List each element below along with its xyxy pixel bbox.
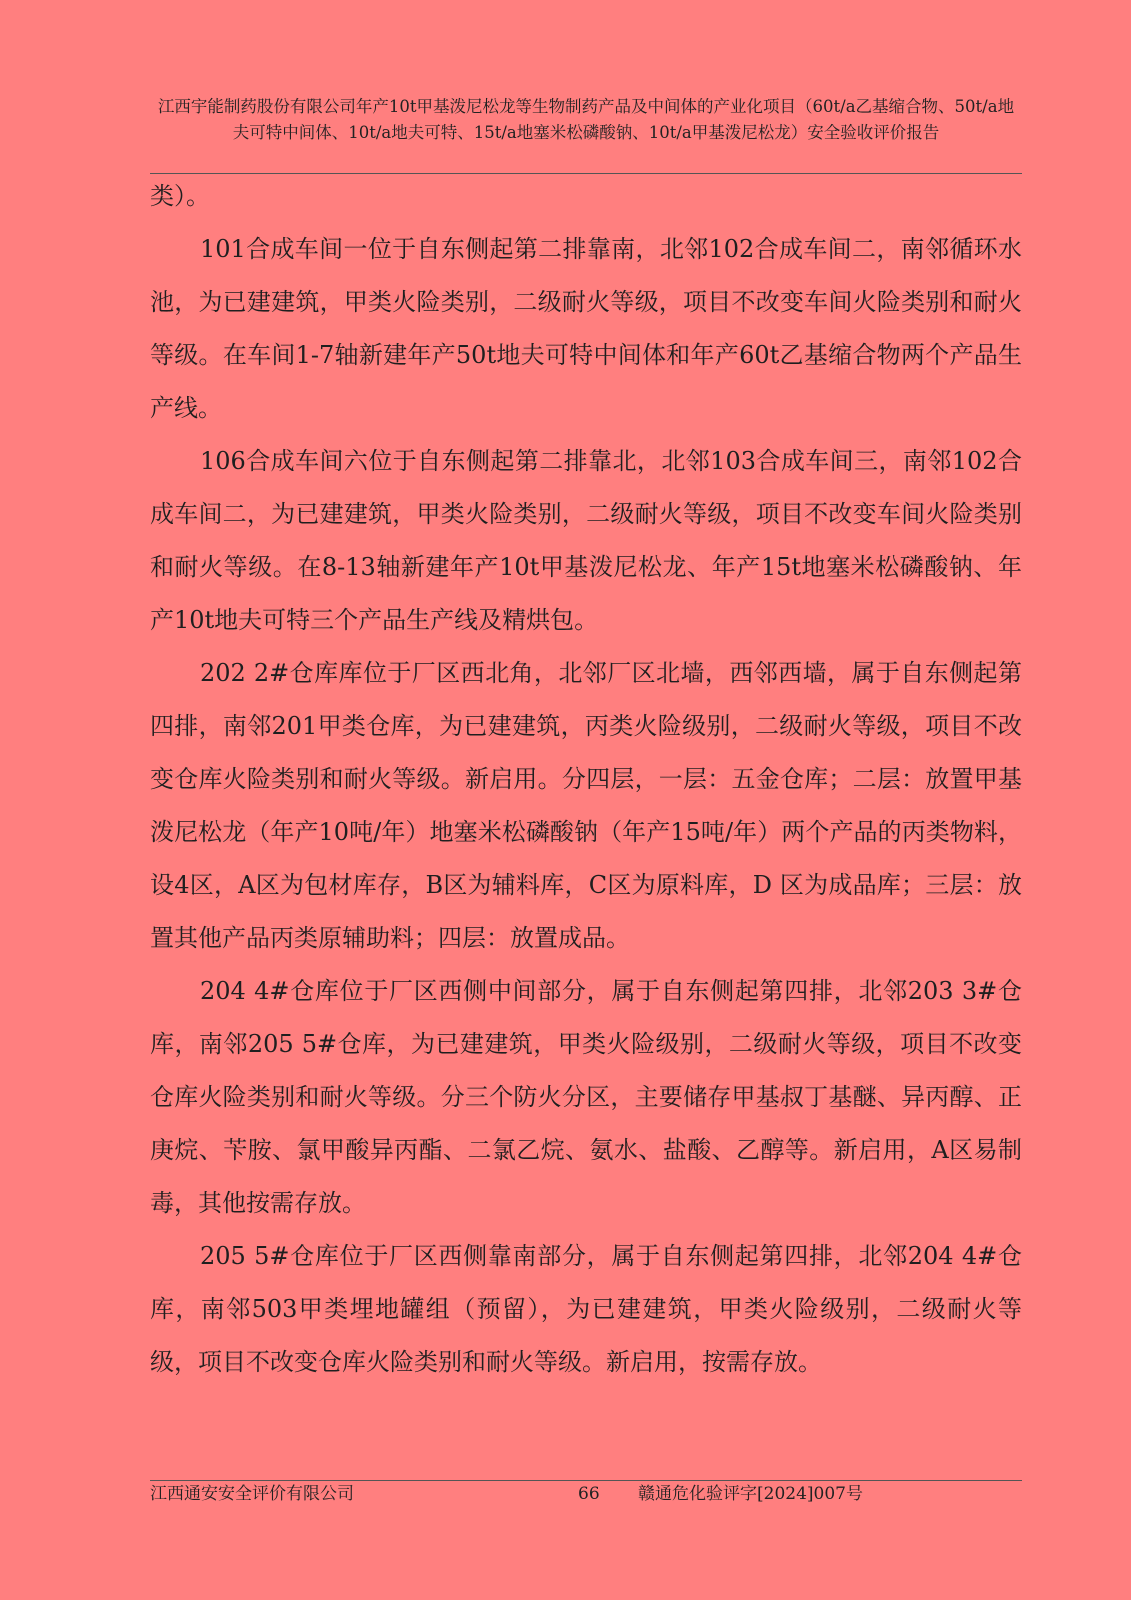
- paragraph-continuation: 类）。: [150, 182, 210, 210]
- running-header: [150, 94, 1022, 146]
- paragraph-warehouse-205: 205 5#仓库位于厂区西侧靠南部分，属于自东侧起第四排，北邻204 4#仓库，南邻503甲类埋地罐组（预留），为已建建筑，甲类火险级别，二级耐火等级，项目不改变仓库火险类别和耐火等级。新启用，按需存放。: [150, 1242, 1022, 1376]
- paragraph-workshop-101: 101合成车间一位于自东侧起第二排靠南，北邻102合成车间二，南邻循环水池，为已建建筑，甲类火险类别，二级耐火等级，项目不改变车间火险类别和耐火等级。在车间1-7轴新建年产50t地夫可特中间体和年产60t乙基缩合物两个产品生产线。: [150, 235, 1022, 422]
- page-number: 66: [578, 1484, 600, 1504]
- document-number: 赣通危化验评字[2024]007号: [638, 1484, 863, 1504]
- paragraph-warehouse-204: 204 4#仓库位于厂区西侧中间部分，属于自东侧起第四排，北邻203 3#仓库，南邻205 5#仓库，为已建建筑，甲类火险级别，二级耐火等级，项目不改变仓库火险类别和耐火等级。分三个防火分区，主要储存甲基叔丁基醚、异丙醇、正庚烷、苄胺、氯甲酸异丙酯、二氯乙烷、氨水、盐酸、乙醇等。新启用，A区易制毒，其他按需存放。: [150, 977, 1022, 1217]
- footer-company: 江西通安安全评价有限公司: [150, 1484, 354, 1504]
- paragraph-warehouse-202: 202 2#仓库库位于厂区西北角，北邻厂区北墙，西邻西墙，属于自东侧起第四排，南邻201甲类仓库，为已建建筑，丙类火险级别，二级耐火等级，项目不改变仓库火险类别和耐火等级。新启用。分四层，一层：五金仓库；二层：放置甲基泼尼松龙（年产10吨/年）地塞米松磷酸钠（年产15吨/年）两个产品的丙类物料，设4区，A区为包材库存，B区为辅料库，C区为原料库，D 区为成品库；三层：放置其他产品丙类原辅助料；四层：放置成品。: [150, 659, 1022, 952]
- report-title: 江西宇能制药股份有限公司年产10t甲基泼尼松龙等生物制药产品及中间体的产业化项目（60t/a乙基缩合物、50t/a地夫可特中间体、10t/a地夫可特、15t/a地塞米松磷酸钠、10t/a甲基泼尼松龙）安全验收评价报告: [157, 97, 1015, 142]
- running-footer: [150, 1482, 1022, 1506]
- footer-divider: [150, 1480, 1022, 1481]
- paragraph-workshop-106: 106合成车间六位于自东侧起第二排靠北，北邻103合成车间三，南邻102合成车间二，为已建建筑，甲类火险类别，二级耐火等级，项目不改变车间火险类别和耐火等级。在8-13轴新建年产10t甲基泼尼松龙、年产15t地塞米松磷酸钠、年产10t地夫可特三个产品生产线及精烘包。: [150, 447, 1022, 634]
- main-text: [150, 170, 1022, 1389]
